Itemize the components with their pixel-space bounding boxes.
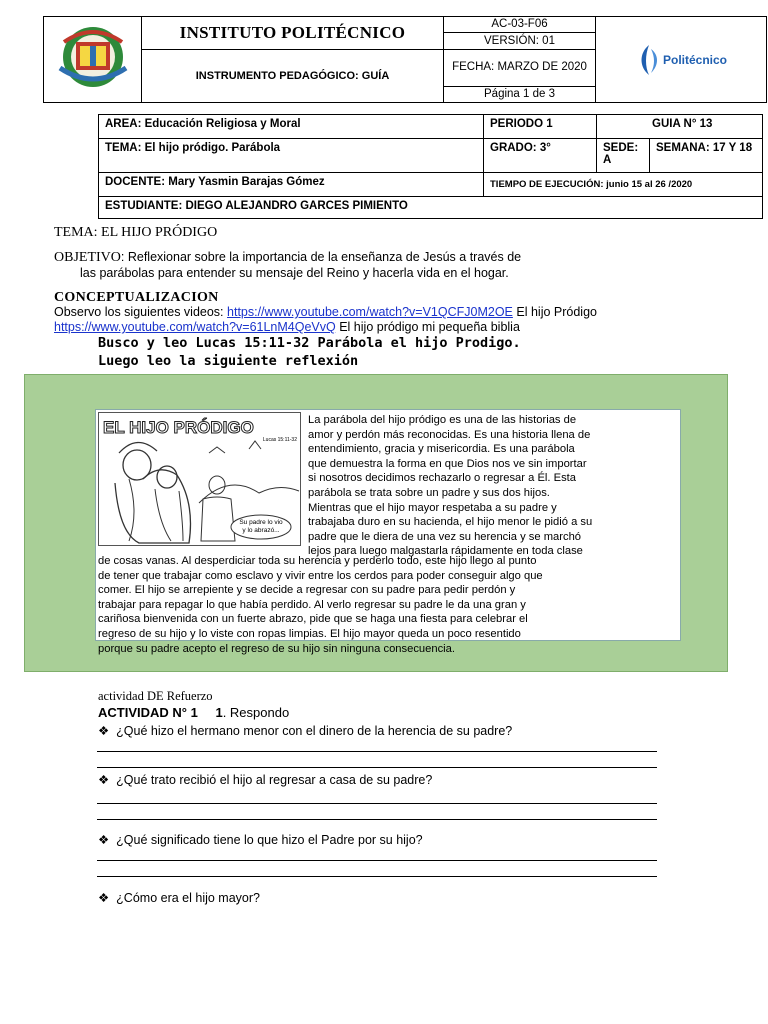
actividad-label: ACTIVIDAD N° 1 bbox=[98, 705, 198, 720]
videos-line1 bbox=[54, 305, 597, 319]
tiempo-cell: TIEMPO DE EJECUCIÓN: junio 15 al 26 /2020 bbox=[484, 173, 763, 197]
answer-line[interactable] bbox=[97, 860, 657, 861]
estudiante-cell: ESTUDIANTE: DIEGO ALEJANDRO GARCES PIMIENTO bbox=[99, 197, 763, 219]
refuerzo-label: actividad DE Refuerzo bbox=[98, 689, 213, 703]
reading-line: trabajar para repagar lo que había perdido. Al verlo regresar su padre le da una gran y bbox=[98, 598, 526, 611]
area-cell: AREA: Educación Religiosa y Moral bbox=[99, 115, 484, 139]
reading-line: de cosas vanas. Al desperdiciar toda su herencia y perderlo todo, este hijo llego al punto bbox=[98, 555, 537, 567]
question-3 bbox=[98, 832, 423, 847]
guia-cell: GUIA N° 13 bbox=[597, 115, 763, 139]
school-crest-icon bbox=[54, 24, 132, 90]
videos-line2 bbox=[54, 320, 520, 334]
reading-line: amor y perdón más reconocidas. Es una historia llena de bbox=[308, 428, 591, 441]
question-1 bbox=[98, 723, 512, 738]
semana-cell: SEMANA: 17 Y 18 bbox=[650, 139, 763, 173]
bullet-icon: ❖ bbox=[98, 724, 110, 738]
document-version: VERSIÓN: 01 bbox=[444, 33, 596, 49]
page-number: Página 1 de 3 bbox=[444, 86, 596, 102]
reading-top bbox=[308, 413, 657, 559]
reading-line: lejos para luego malgastarla rápidamente en toda clase bbox=[308, 545, 583, 558]
bullet-icon: ❖ bbox=[98, 891, 110, 905]
answer-line[interactable] bbox=[97, 819, 657, 820]
video-link-1-label: El hijo Pródigo bbox=[512, 305, 597, 319]
question-1-text: ¿Qué hizo el hermano menor con el dinero de la herencia de su padre? bbox=[116, 724, 513, 738]
answer-line[interactable] bbox=[97, 751, 657, 752]
video-link-2[interactable]: https://www.youtube.com/watch?v=61LnM4QeVvQ bbox=[54, 320, 336, 334]
illus-caption-2: y lo abrazó... bbox=[242, 527, 280, 534]
answer-line[interactable] bbox=[97, 876, 657, 877]
document-code: AC-03-F06 bbox=[444, 17, 596, 33]
question-3-text: ¿Qué significado tiene lo que hizo el Padre por su hijo? bbox=[116, 833, 423, 847]
reading-line: regreso de su hijo y lo viste con ropas limpias. El hijo mayor queda un poco resentido bbox=[98, 627, 521, 640]
reading-line: si nosotros decidimos rechazarlo o regresar a Él. Esta bbox=[308, 472, 576, 485]
school-logo-cell bbox=[44, 17, 142, 103]
question-2 bbox=[98, 772, 432, 787]
info-table bbox=[98, 114, 763, 219]
reading-line: parábola se trata sobre un padre y sus dos hijos. bbox=[308, 486, 550, 499]
busco-line2: Luego leo la siguiente reflexión bbox=[98, 353, 359, 369]
reading-line: entendimiento, gracia y misericordia. Es una parábola bbox=[308, 443, 575, 456]
reading-line: cariñosa bienvenida con un fuerte abrazo, pide que se haga una fiesta para celebrar el bbox=[98, 613, 528, 626]
illus-title: EL HIJO PRÓDIGO bbox=[103, 418, 254, 437]
illus-caption-1: Su padre lo vio bbox=[239, 519, 283, 526]
videos-intro: Observo los siguientes videos: bbox=[54, 305, 228, 319]
document-date: FECHA: MARZO DE 2020 bbox=[444, 49, 596, 86]
institution-name: INSTITUTO POLITÉCNICO bbox=[142, 17, 444, 50]
document-header bbox=[43, 16, 767, 103]
actividad-heading bbox=[98, 705, 289, 720]
tema-heading: TEMA: EL HIJO PRÓDIGO bbox=[54, 225, 218, 240]
video-link-2-label: El hijo pródigo mi pequeña biblia bbox=[335, 320, 520, 334]
periodo-cell: PERIODO 1 bbox=[484, 115, 597, 139]
answer-line[interactable] bbox=[97, 803, 657, 804]
brand-name: Politécnico bbox=[662, 52, 727, 67]
respondo-label: . Respondo bbox=[222, 705, 290, 720]
objetivo-line2: las parábolas para entender su mensaje del Reino y hacerla vida en el hogar. bbox=[80, 266, 509, 280]
video-link-1[interactable]: https://www.youtube.com/watch?v=V1QCFJ0M2OE bbox=[227, 305, 513, 319]
docente-cell: DOCENTE: Mary Yasmin Barajas Gómez bbox=[99, 173, 484, 197]
question-4 bbox=[98, 890, 260, 905]
reading-line: padre que le diera de una vez su herencia y se marchó bbox=[308, 530, 582, 543]
tema-cell: TEMA: El hijo pródigo. Parábola bbox=[99, 139, 484, 173]
reading-line: comer. El hijo se arrepiente y se decide a regresar con su padre para pedir perdón y bbox=[98, 584, 516, 597]
illus-reference: Lucas 15:11-32 bbox=[262, 437, 297, 443]
reading-line: Mientras que el hijo mayor respetaba a su padre y bbox=[308, 501, 557, 514]
reading-line: trabajaba duro en su hacienda, el hijo menor le pidió a su bbox=[308, 516, 593, 529]
actividad-num: 1 bbox=[215, 705, 223, 720]
bullet-icon: ❖ bbox=[98, 833, 110, 847]
bullet-icon: ❖ bbox=[98, 773, 110, 787]
politecnico-logo-icon bbox=[635, 43, 663, 77]
brand-logo-cell bbox=[596, 17, 767, 103]
reading-bottom bbox=[98, 554, 657, 656]
conceptualizacion-heading: CONCEPTUALIZACION bbox=[54, 290, 219, 305]
objetivo-label: OBJETIVO bbox=[54, 250, 121, 265]
objetivo-line1 bbox=[54, 250, 521, 266]
father-embrace-icon bbox=[99, 413, 300, 545]
reading-line: porque su padre acepto el regreso de su hijo sin ninguna consecuencia. bbox=[98, 642, 456, 655]
grado-cell: GRADO: 3° bbox=[484, 139, 597, 173]
busco-line1: Busco y leo Lucas 15:11-32 Parábola el hijo Prodigo. bbox=[98, 335, 521, 351]
reading-line: La parábola del hijo pródigo es una de las historias de bbox=[308, 414, 577, 426]
question-2-text: ¿Qué trato recibió el hijo al regresar a casa de su padre? bbox=[116, 773, 433, 787]
reading-line: de tener que trabajar como esclavo y vivir entre los cerdos para poder conseguir algo que bbox=[98, 569, 543, 582]
answer-line[interactable] bbox=[97, 767, 657, 768]
objetivo-text1: : Reflexionar sobre la importancia de la enseñanza de Jesús a través de bbox=[120, 250, 522, 264]
sede-cell: SEDE: A bbox=[597, 139, 650, 173]
question-4-text: ¿Cómo era el hijo mayor? bbox=[116, 891, 260, 905]
prodigal-son-illustration bbox=[98, 412, 301, 546]
reading-line: que demuestra la forma en que Dios nos ve sin importar bbox=[308, 457, 587, 470]
instrument-title: INSTRUMENTO PEDAGÓGICO: GUÍA bbox=[142, 49, 444, 102]
